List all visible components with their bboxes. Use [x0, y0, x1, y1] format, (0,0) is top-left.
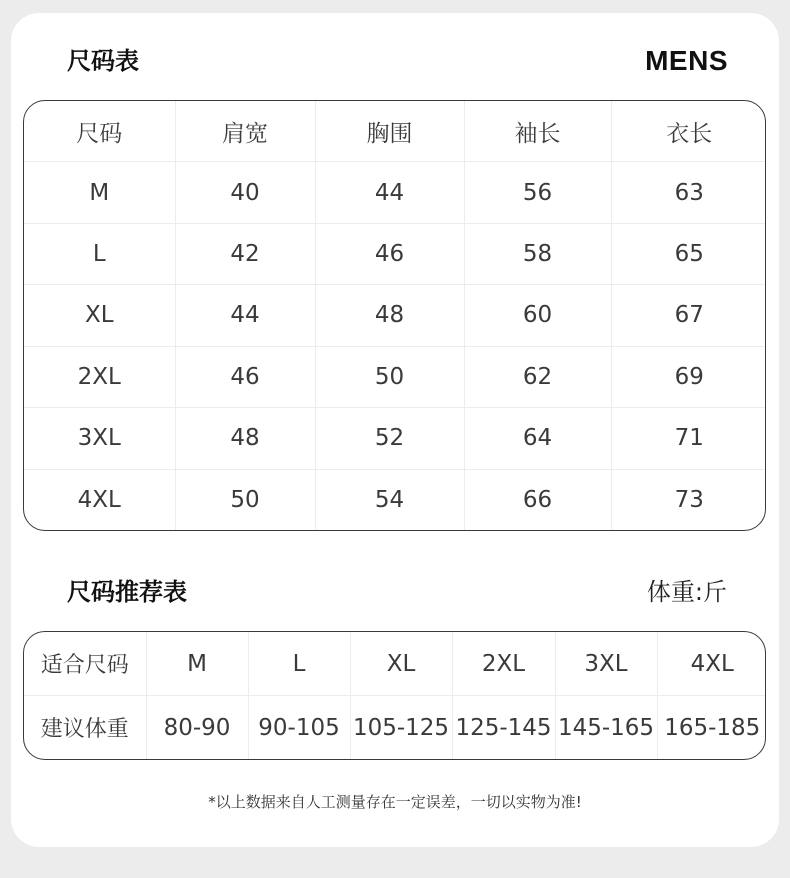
recommend-size-cell: XL: [350, 632, 452, 696]
measurement-cell: 50: [175, 469, 315, 530]
measurement-cell: 60: [464, 285, 611, 346]
measurement-cell: 71: [611, 408, 766, 469]
table-row: [24, 469, 766, 530]
weight-range-cell: 105-125: [350, 696, 452, 760]
recommend-weight-row: [24, 696, 766, 760]
measurement-cell: 56: [464, 162, 611, 223]
table-row: [24, 223, 766, 284]
size-cell: 2XL: [24, 346, 175, 407]
table-row: [24, 346, 766, 407]
measurement-cell: 48: [175, 408, 315, 469]
recommend-size-cell: 2XL: [452, 632, 555, 696]
weight-unit-note: 体重:斤: [646, 578, 727, 606]
measurement-cell: 63: [611, 162, 766, 223]
brand-label: MENS: [645, 45, 728, 76]
column-header: 袖长: [464, 101, 611, 162]
size-cell: XL: [24, 285, 175, 346]
weight-range-cell: 90-105: [248, 696, 350, 760]
measurement-cell: 46: [315, 223, 464, 284]
size-cell: 3XL: [24, 408, 175, 469]
measurement-cell: 42: [175, 223, 315, 284]
measurement-footnote: *以上数据来自人工测量存在一定误差，一切以实物为准!: [208, 793, 582, 811]
weight-range-cell: 125-145: [452, 696, 555, 760]
row-label: 适合尺码: [24, 632, 146, 696]
measurement-cell: 52: [315, 408, 464, 469]
measurement-cell: 73: [674, 486, 704, 513]
measurement-cell: 64: [464, 408, 611, 469]
column-header: 肩宽: [175, 101, 315, 162]
size-chart-title: 尺码表: [67, 47, 139, 75]
recommend-size-cell: 3XL: [555, 632, 657, 696]
measurement-cell: 54: [315, 469, 464, 530]
table-row: [24, 285, 766, 346]
recommend-size-row: [24, 632, 766, 696]
weight-range-cell: 80-90: [146, 696, 248, 760]
measurement-cell: 44: [315, 162, 464, 223]
column-header: 胸围: [315, 101, 464, 162]
column-header: 尺码: [24, 101, 175, 162]
row-label: 建议体重: [24, 696, 146, 760]
measurement-cell: 66: [464, 469, 611, 530]
size-chart-header-row: [24, 101, 766, 162]
recommend-size-cell: 4XL: [657, 632, 766, 696]
measurement-cell: 67: [611, 285, 766, 346]
measurement-cell: 48: [315, 285, 464, 346]
size-cell: L: [24, 223, 175, 284]
measurement-cell: 44: [175, 285, 315, 346]
size-cell: M: [24, 162, 175, 223]
size-cell: 4XL: [24, 469, 175, 530]
recommend-size-cell: L: [248, 632, 350, 696]
size-chart-table: [23, 100, 766, 531]
column-header: 衣长: [611, 101, 766, 162]
weight-range-cell: 165-185: [664, 714, 761, 741]
measurement-cell: 62: [464, 346, 611, 407]
table-row: [24, 162, 766, 223]
recommend-table: [23, 631, 766, 760]
recommend-size-cell: M: [146, 632, 248, 696]
measurement-cell: 40: [175, 162, 315, 223]
weight-range-cell: 145-165: [555, 696, 657, 760]
measurement-cell: 46: [175, 346, 315, 407]
table-row: [24, 408, 766, 469]
measurement-cell: 65: [611, 223, 766, 284]
measurement-cell: 58: [464, 223, 611, 284]
measurement-cell: 50: [315, 346, 464, 407]
recommend-title: 尺码推荐表: [67, 578, 187, 606]
measurement-cell: 69: [611, 346, 766, 407]
